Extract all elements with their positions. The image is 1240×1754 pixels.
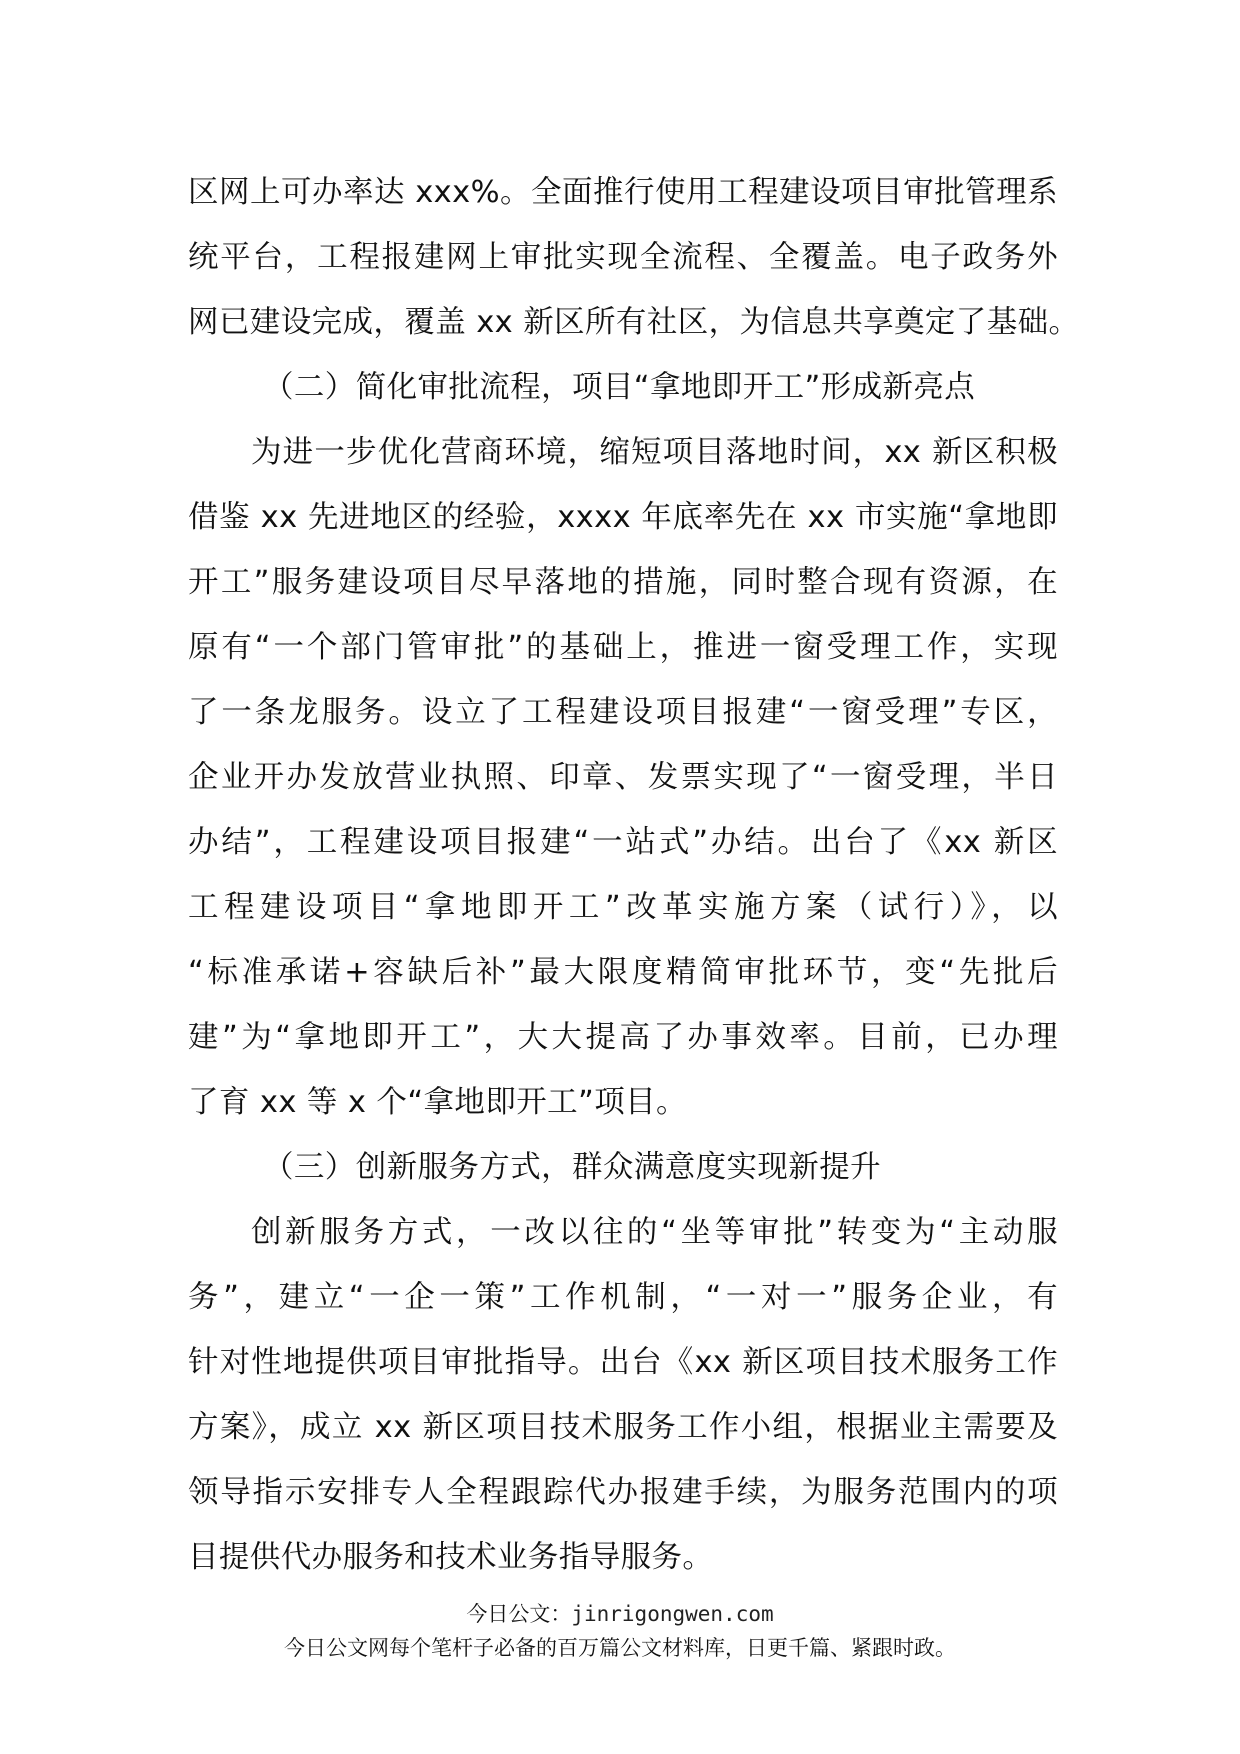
paragraph-line: 领导指示安排专人全程跟踪代办报建手续，为服务范围内的项 (188, 1475, 1058, 1510)
paragraph-line: 原有“一个部门管审批”的基础上，推进一窗受理工作，实现 (188, 630, 1058, 665)
footer-slogan: 今日公文网每个笔杆子必备的百万篇公文材料库，日更千篇、紧跟时政。 (284, 1636, 956, 1660)
paragraph-line: 针对性地提供项目审批指导。出台《xx 新区项目技术服务工作 (188, 1345, 1058, 1380)
paragraph-line: 区网上可办率达 xxx%。全面推行使用工程建设项目审批管理系 (188, 175, 1058, 210)
paragraph-line: 务”，建立“一企一策”工作机制，“一对一”服务企业，有 (188, 1280, 1058, 1315)
paragraph-line: 建”为“拿地即开工”，大大提高了办事效率。目前，已办理 (188, 1020, 1058, 1055)
footer-label: 今日公文： (466, 1602, 572, 1626)
paragraph-line: 了育 xx 等 x 个“拿地即开工”项目。 (188, 1085, 687, 1120)
section-heading-3: （三）创新服务方式，群众满意度实现新提升 (263, 1150, 881, 1185)
document-body (188, 160, 1080, 1590)
paragraph-line: “标准承诺+容缺后补”最大限度精简审批环节，变“先批后 (188, 955, 1058, 990)
paragraph-line: 网已建设完成，覆盖 xx 新区所有社区，为信息共享奠定了基础。 (188, 305, 1080, 340)
paragraph-line: 为进一步优化营商环境，缩短项目落地时间，xx 新区积极 (251, 435, 1058, 470)
footer-source (0, 1598, 1240, 1628)
paragraph-line: 办结”，工程建设项目报建“一站式”办结。出台了《xx 新区 (188, 825, 1058, 860)
paragraph-line: 工程建设项目“拿地即开工”改革实施方案（试行）》，以 (188, 890, 1058, 925)
paragraph-line: 创新服务方式，一改以往的“坐等审批”转变为“主动服 (251, 1215, 1058, 1250)
paragraph-line: 目提供代办服务和技术业务指导服务。 (188, 1540, 714, 1575)
paragraph-line: 开工”服务建设项目尽早落地的措施，同时整合现有资源，在 (188, 565, 1058, 600)
footer-url-link[interactable]: jinrigongwen.com (571, 1602, 774, 1626)
paragraph-line: 企业开办发放营业执照、印章、发票实现了“一窗受理，半日 (188, 760, 1058, 795)
paragraph-line: 方案》，成立 xx 新区项目技术服务工作小组，根据业主需要及 (188, 1410, 1058, 1445)
paragraph-line: 了一条龙服务。设立了工程建设项目报建“一窗受理”专区， (188, 695, 1058, 730)
section-heading-2: （二）简化审批流程，项目“拿地即开工”形成新亮点 (263, 370, 976, 405)
paragraph-line: 借鉴 xx 先进地区的经验，xxxx 年底率先在 xx 市实施“拿地即 (188, 500, 1058, 535)
paragraph-line: 统平台，工程报建网上审批实现全流程、全覆盖。电子政务外 (188, 240, 1058, 275)
